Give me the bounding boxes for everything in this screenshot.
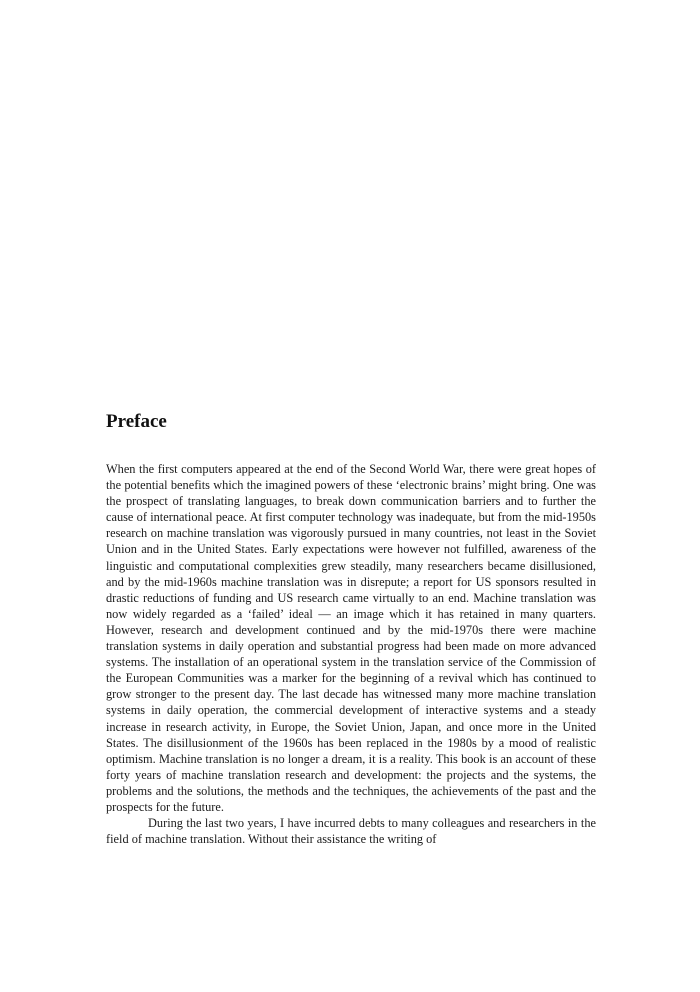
- preface-body: [106, 461, 596, 847]
- page-title: Preface: [106, 411, 167, 432]
- paragraph-1: When the first computers appeared at the end of the Second World War, there were great hopes of the potential benefits which the imagined powers of these ‘electronic brains’ might bring. One was the prospect of translating languages, to break down communication barriers and to further the cause of international peace. At first computer technology was inadequate, but from the mid-1950s research on machine translation was vigorously pursued in many countries, not least in the Soviet Union and in the United States. Early expectations were however not fulfilled, awareness of the linguistic and computational complexities grew steadily, many researchers became disillusioned, and by the mid-1960s machine translation was in disrepute; a report for US sponsors resulted in drastic reductions of funding and US research came virtually to an end. Machine translation was now widely regarded as a ‘failed’ ideal — an image which it has retained in many quarters. However, research and development continued and by the mid-1970s there were machine translation systems in daily operation and substantial progress had been made on more advanced systems. The installation of an operational system in the translation service of the Commission of the European Communities was a marker for the beginning of a revival which has continued to grow stronger to the present day. The last decade has witnessed many more machine translation systems in daily operation, the commercial development of interactive systems and a steady increase in research activity, in Europe, the Soviet Union, Japan, and once more in the United States. The disillusionment of the 1960s has been replaced in the 1980s by a mood of realistic optimism. Machine translation is no longer a dream, it is a reality. This book is an account of these forty years of machine translation research and development: the projects and the systems, the problems and the solutions, the methods and the techniques, the achievements of the past and the prospects for the future.: [106, 462, 596, 814]
- paragraph-2: During the last two years, I have incurred debts to many colleagues and researchers in the field of machine translation. Without their assistance the writing of: [106, 816, 596, 847]
